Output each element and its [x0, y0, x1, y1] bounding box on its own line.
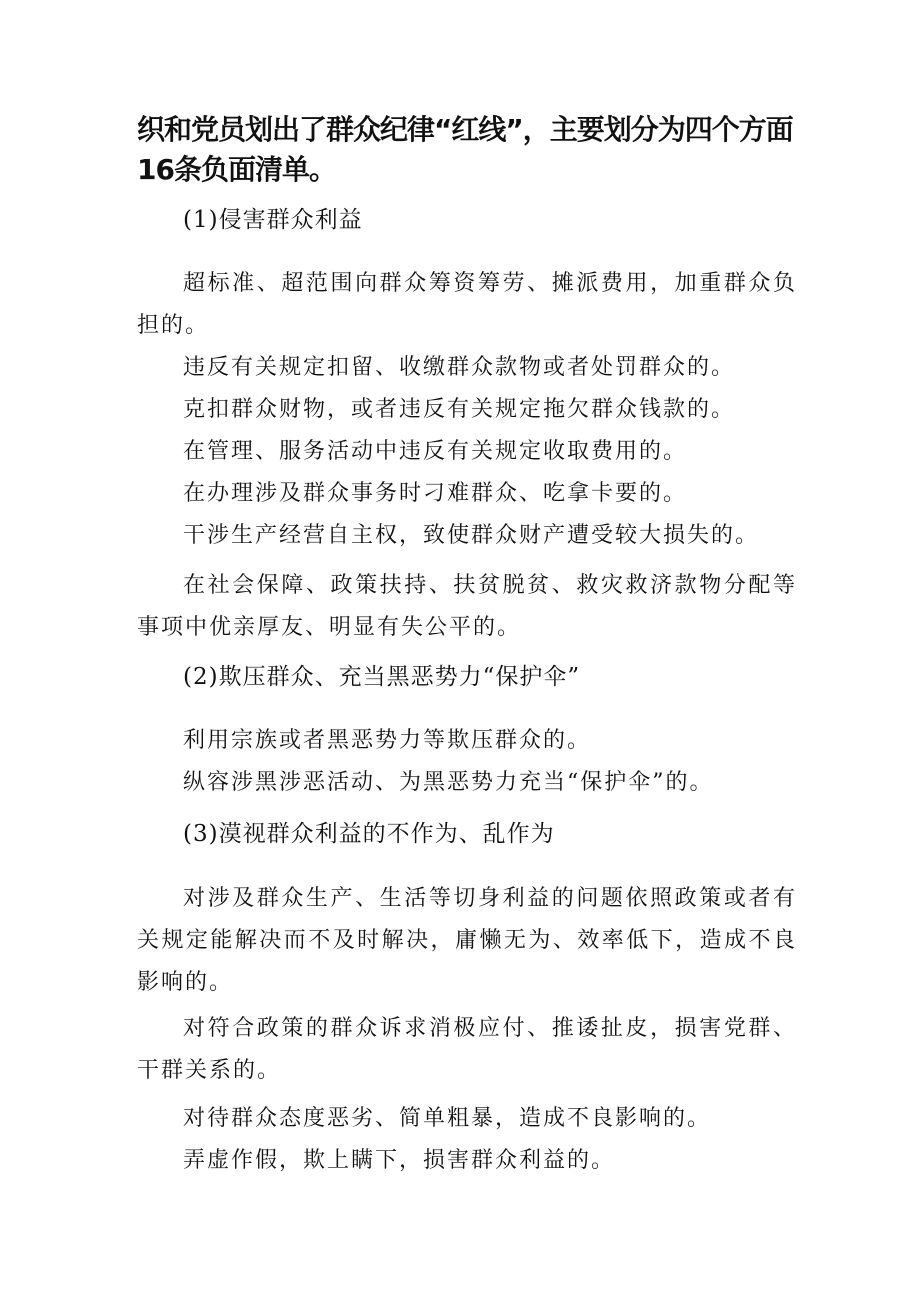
list-item: 纵容涉黑涉恶活动、为黑恶势力充当“保护伞”的。 — [183, 770, 714, 795]
list-item: 干涉生产经营自主权，致使群众财产遭受较大损失的。 — [183, 523, 760, 548]
list-item: 在办理涉及群众事务时刁难群众、吃拿卡要的。 — [183, 481, 688, 506]
list-item: 对待群众态度恶劣、简单粗暴，造成不良影响的。 — [183, 1106, 712, 1131]
list-item: 在社会保障、政策扶持、扶贫脱贫、救灾救济款物分配等事项中优亲厚友、明显有失公平的。 — [137, 573, 797, 640]
lead-paragraph: 织和党员划出了群众纪律“红线”，主要划分为四个方面16条负面清单。 — [137, 113, 793, 186]
section-heading-3: (3)漠视群众利益的不作为、乱作为 — [183, 821, 555, 847]
list-item: 利用宗族或者黑恶势力等欺压群众的。 — [183, 728, 592, 753]
list-item: 在管理、服务活动中违反有关规定收取费用的。 — [183, 439, 688, 464]
list-item: 超标准、超范围向群众筹资筹劳、摊派费用，加重群众负担的。 — [137, 271, 797, 338]
section-heading-2: (2)欺压群众、充当黑恶势力“保护伞” — [183, 664, 581, 690]
list-item: 对符合政策的群众诉求消极应付、推诿扯皮，损害党群、干群关系的。 — [137, 1016, 797, 1083]
list-item: 违反有关规定扣留、收缴群众款物或者处罚群众的。 — [183, 355, 736, 380]
list-item: 对涉及群众生产、生活等切身利益的问题依照政策或者有关规定能解决而不及时解决，庸懒无为、效率低下，造成不良影响的。 — [137, 886, 797, 995]
section-heading-1: (1)侵害群众利益 — [183, 207, 363, 233]
list-item: 克扣群众财物，或者违反有关规定拖欠群众钱款的。 — [183, 397, 736, 422]
list-item: 弄虚作假，欺上瞒下，损害群众利益的。 — [183, 1148, 616, 1173]
